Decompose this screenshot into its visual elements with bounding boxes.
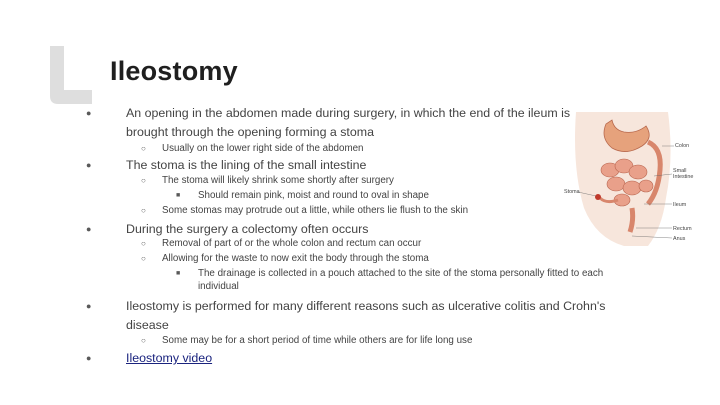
bullet-reasons: ● Ileostomy is performed for many different reasons such as ulcerative colitis and Crohn's disease: [126, 297, 616, 335]
label-small-intestine-line2: Intestine: [673, 174, 694, 180]
slide-title: Ileostomy: [110, 56, 238, 86]
label-rectum: Rectum: [673, 226, 692, 232]
bullet-video: [126, 349, 212, 368]
subbullet-stoma-shrink: ○ The stoma will likely shrink some shortly after surgery: [162, 174, 394, 187]
subbullet-duration: ○ Some may be for a short period of time while others are for life long use: [162, 334, 472, 347]
bullet-stoma-lining: ● The stoma is the lining of the small intestine: [126, 156, 366, 175]
subbullet-location: ○ Usually on the lower right side of the abdomen: [162, 142, 364, 155]
label-anus: Anus: [673, 236, 686, 242]
label-small-intestine-line1: Small: [673, 168, 687, 174]
label-stoma: Stoma: [564, 189, 580, 195]
subsubbullet-stoma-shape: ■ Should remain pink, moist and round to oval in shape: [198, 189, 429, 202]
subbullet-waste-exit: ○ Allowing for the waste to now exit the body through the stoma: [162, 252, 429, 265]
label-ileum: Ileum: [673, 202, 687, 208]
subbullet-colon-removal: ○ Removal of part of or the whole colon and rectum can occur: [162, 237, 421, 250]
subsubbullet-drainage-pouch: ■ The drainage is collected in a pouch attached to the site of the stoma personally fitted to each individual: [198, 267, 638, 293]
label-colon: Colon: [675, 143, 690, 149]
ileostomy-anatomy-illustration: [562, 108, 704, 250]
bullet-colectomy: ● During the surgery a colectomy often occurs: [126, 220, 368, 239]
subbullet-stoma-protrude: ○ Some stomas may protrude out a little, while others lie flush to the skin: [162, 204, 468, 217]
ileostomy-video-link[interactable]: Ileostomy video: [126, 351, 213, 365]
bullet-ileostomy-definition: ● An opening in the abdomen made during surgery, in which the end of the ileum is brought through the opening forming a stoma: [126, 104, 606, 142]
